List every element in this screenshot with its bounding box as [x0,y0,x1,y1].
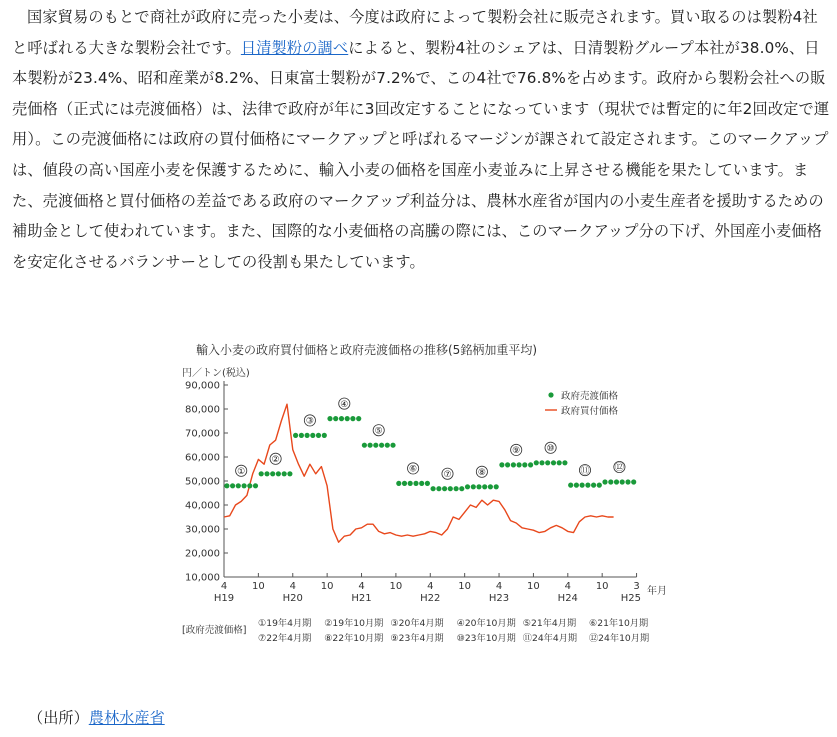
sell-price-dot [488,484,493,489]
x-tick-label: 4 [358,581,365,592]
period-marker-label: ④ [340,399,349,410]
x-tick-label: 10 [320,581,334,592]
x-tick-label: 3 [633,581,640,592]
x-tick-labels [214,581,641,604]
y-tick-label: 30,000 [185,524,220,536]
y-tick-labels [185,381,220,584]
sell-price-dot [522,462,527,467]
period-marker-label: ⑤ [374,426,383,437]
sell-price-dot [614,479,619,484]
x-axis-unit-label: 年月 [647,586,667,597]
period-note: ②19年10月期 [324,618,384,629]
sell-price-dot [345,416,350,421]
period-note: ⑨23年4月期 [390,633,444,644]
sell-price-dot [362,443,367,448]
sell-price-dot [425,481,430,486]
sell-price-dot [305,433,310,438]
sell-price-dot [368,443,373,448]
x-tick-label: 10 [458,581,472,592]
sell-price-dot [597,483,602,488]
period-note: ⑤21年4月期 [522,618,577,629]
x-year-label: H23 [488,593,510,604]
sell-price-dot [224,483,229,488]
article-paragraph [12,2,830,277]
x-tick-label: 10 [389,581,403,592]
x-year-label: H21 [351,593,372,604]
sell-price-dot [482,484,487,489]
x-tick-label: 10 [527,581,540,592]
x-year-label: H25 [620,593,641,604]
period-note: ⑪24年4月期 [522,633,578,644]
period-marker-label: ① [237,467,246,477]
period-note: ⑦22年4月期 [258,633,312,644]
chart-svg [0,330,837,660]
sell-price-dot [270,471,275,476]
legend-buy-label: 政府買付価格 [561,406,619,417]
sell-price-dot [293,433,298,438]
sell-price-dot [551,460,556,465]
period-notes-label: [政府売渡価格] [182,625,247,636]
sell-price-dot [557,460,562,465]
sell-price-dot [602,479,607,484]
period-marker-label: ⑩ [546,444,555,454]
sell-price-dot [568,483,573,488]
sell-price-dot [471,484,476,489]
period-marker-label: ⑦ [443,469,452,480]
y-tick-label: 20,000 [185,548,220,560]
article-body [12,2,830,277]
sell-price-dot [620,479,625,484]
sell-price-dot [373,443,378,448]
sell-price-dot [236,483,241,488]
period-marker-label: ⑧ [477,468,486,478]
sell-price-dot [356,416,361,421]
sell-price-dot [242,483,247,488]
x-year-label: H22 [420,593,441,604]
sell-price-dot [408,481,413,486]
sell-price-dot [339,416,344,421]
period-annotations [182,617,649,644]
period-note: ⑧22年10月期 [324,633,384,644]
period-note: ⑫24年10月期 [589,633,650,644]
sell-price-dot [625,479,630,484]
period-note: ⑩23年10月期 [456,633,516,644]
source-prefix: （出所） [28,709,89,727]
y-tick-label: 80,000 [185,404,220,416]
sell-price-dot [431,486,436,491]
maff-source-link[interactable]: 農林水産省 [88,709,165,727]
sell-price-dot [528,462,533,467]
chart-title: 輸入小麦の政府買付価格と政府売渡価格の推移(5銘柄加重平均) [196,343,538,357]
y-tick-label: 10,000 [185,572,220,584]
sell-price-dot [253,483,258,488]
y-tick-label: 70,000 [185,428,220,440]
sell-price-dot [585,483,590,488]
sell-price-dot [282,471,287,476]
period-marker-label: ⑫ [614,463,624,474]
sell-price-dot [499,462,504,467]
sell-price-dot [465,484,470,489]
sell-price-dot [545,460,550,465]
x-tick-label: 4 [495,581,503,592]
legend-sell-label: 政府売渡価格 [561,391,619,402]
sell-price-dot [454,486,459,491]
y-tick-label: 40,000 [185,500,220,512]
sell-price-dot [580,483,585,488]
sell-price-dot [322,433,327,438]
sell-price-dot [631,479,636,484]
x-tick-label: 4 [220,581,228,592]
chart-legend [545,390,619,417]
period-marker-label: ⑨ [512,446,521,457]
sell-price-dot [539,460,544,465]
sell-price-dot [511,462,516,467]
sell-price-dot [459,486,464,491]
sell-price-dot [247,483,252,488]
sell-price-dot [505,462,510,467]
sell-price-dot [396,481,401,486]
x-tick-label: 4 [564,581,571,592]
sell-price-dot [517,462,522,467]
sell-price-dot [419,481,424,486]
period-note: ①19年4月期 [258,618,312,629]
period-note: ⑥21年10月期 [589,618,649,629]
sell-price-dot [448,486,453,491]
sell-price-dot [230,483,235,488]
article-text-part2: によると、製粉4社のシェアは、日清製粉グループ本社が38.0%、日本製粉が23.4%、昭和産業が8.2%、日東富士製粉が7.2%で、この4社で76.8%を占めます。政府から製粉会社への販売価格（正式には売渡価格）は、法律で政府が年に3回改定することになっています（現状では暫定的に年2回改定で運用）。この売渡価格には政府の買付価格にマークアップと呼ばれるマージンが課されて設定されます。このマークアップは、値段の高い国産小麦を保護するために、輸入小麦の価格を国産小麦並みに上昇させる機能を果たしています。また、売渡価格と買付価格の差益である政府のマークアップ利益分は、農林水産省が国内の小麦生産者を援助するための補助金として使われています。また、国際的な小麦価格の高騰の際には、このマークアップ分の下げ、外国産小麦価格を安定化させるバランサーとしての役割も果たしています。 [12,38,830,271]
sell-price-dot [562,460,567,465]
sell-price-dot [333,416,338,421]
sell-price-dot [390,443,395,448]
sell-price-dot [413,481,418,486]
x-tick-label: 4 [289,581,296,592]
sell-price-dot [259,471,264,476]
sell-price-dot [299,433,304,438]
sell-price-dot [608,479,613,484]
legend-sell-marker [548,392,553,397]
sell-price-dot [327,416,332,421]
sell-price-dot [385,443,390,448]
nisshin-research-link[interactable]: 日清製粉の調べ [240,38,349,57]
period-marker-label: ② [271,455,280,465]
period-marker-label: ③ [305,416,314,427]
wheat-price-chart [0,330,837,660]
source-line [28,704,165,732]
x-year-label: H20 [282,593,303,604]
sell-price-dot [287,471,292,476]
sell-price-dot [316,433,321,438]
sell-price-dot [442,486,447,491]
x-tick-label: 10 [252,581,265,592]
sell-price-dot [436,486,441,491]
sell-price-dot [591,483,596,488]
y-tick-label: 50,000 [185,476,220,488]
y-axis-label: 円／トン(税込) [182,368,250,379]
sell-price-dot [276,471,281,476]
sell-price-dot [574,483,579,488]
x-tick-label: 10 [595,581,609,592]
article-text-part1: 国家貿易のもとで商社が政府に売った小麦は、今度は政府によって製粉会社に販売されます。買い取るのは製粉4社と呼ばれる大きな製粉会社です。 [12,8,818,57]
sell-price-dot [476,484,481,489]
period-note: ③20年4月期 [390,618,444,629]
period-marker-label: ⑥ [409,464,418,475]
sell-price-dot [534,460,539,465]
period-note: ④20年10月期 [456,618,516,629]
x-year-label: H24 [557,593,578,604]
sell-price-dot [310,433,315,438]
period-marker-label: ⑪ [580,466,590,477]
x-year-label: H19 [213,593,235,604]
sell-price-dot [494,484,499,489]
y-tick-label: 60,000 [185,452,220,464]
x-tick-label: 4 [427,581,434,592]
sell-price-dot [264,471,269,476]
y-tick-label: 90,000 [185,380,220,392]
sell-price-dot [379,443,384,448]
sell-price-dot [402,481,407,486]
sell-price-dot [350,416,355,421]
